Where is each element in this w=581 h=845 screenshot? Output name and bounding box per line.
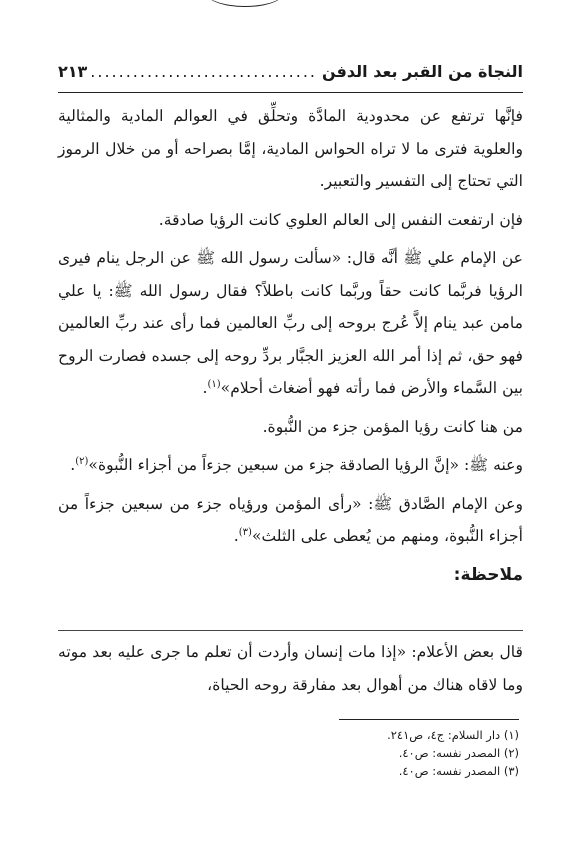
paragraph-3-text: عن الإمام علي ﷺ أنَّه قال: «سألت رسول الله ﷺ عن الرجل ينام فيرى الرؤيا فربَّما كانت حقاً وربَّما كانت باطلاً؟ فقال رسول الله ﷺ: يا علي مامن عبد ينام إلاَّ عُرج بروحه إلى ربِّ العالمين فما رأى عند ربِّ العالمين فهو حق، ثم إذا أمر الله العزيز الجبَّار بردِّ روحه إلى جسده فصارت الروح بين السَّماء والأرض فما رأته فهو أضغاث أحلام» xyxy=(58,249,523,397)
paragraph-2: فإن ارتفعت النفس إلى العالم العلوي كانت الرؤيا صادقة. xyxy=(158,210,523,229)
footnote-ref-3: (٣) xyxy=(238,526,252,538)
running-header-title: النجاة من القبر بعد الدفن xyxy=(322,62,523,81)
closing-text xyxy=(58,636,523,701)
footnote-1: (١) دار السلام: ج٤، ص٢٤١. xyxy=(387,728,519,742)
paragraph-5-text: وعنه ﷺ: «إنَّ الرؤيا الصادقة جزء من سبعين جزءاً من أجزاء النُّبوة» xyxy=(88,456,523,474)
paragraph-6-text: وعن الإمام الصَّادق ﷺ: «رأى المؤمن ورؤياه جزء من سبعين جزءاً من أجزاء النُّبوة، ومنهم من يُعطى على الثلث» xyxy=(58,494,523,545)
footnote-2: (٢) المصدر نفسه: ص٤٠. xyxy=(398,746,519,760)
main-text xyxy=(58,100,523,591)
running-header xyxy=(58,62,523,84)
footnote-ref-2: (٢) xyxy=(75,455,89,467)
footnotes xyxy=(58,726,519,780)
footnote-rule xyxy=(339,719,519,720)
header-rule xyxy=(58,92,523,93)
paragraph-6: وعن الإمام الصَّادق ﷺ: «رأى المؤمن ورؤياه جزء من سبعين جزءاً من أجزاء النُّبوة، ومنهم من يُعطى على الثلث»$^{(٣)}$. xyxy=(58,494,523,545)
paragraph-5: وعنه ﷺ: «إنَّ الرؤيا الصادقة جزء من سبعين جزءاً من أجزاء النُّبوة»$^{(٢)}$. xyxy=(70,455,523,474)
footnote-ref-1: (١) xyxy=(207,378,221,390)
paragraph-1: فإنَّها ترتفع عن محدودية المادَّة وتحلِّق في العوالم المادية والمثالية والعلوية فترى ما لا تراه الحواس المادية، إمَّا بصراحه أو من خلال الرموز التي تحتاج إلى التفسير والتعبير. xyxy=(58,107,523,190)
footnote-3: (٣) المصدر نفسه: ص٤٠. xyxy=(398,764,519,778)
dot-leader xyxy=(92,62,317,81)
paragraph-3: عن الإمام علي ﷺ أنَّه قال: «سألت رسول الله ﷺ عن الرجل ينام فيرى الرؤيا فربَّما كانت حقاً وربَّما كانت باطلاً؟ فقال رسول الله ﷺ: يا علي مامن عبد ينام إلاَّ عُرج بروحه إلى ربِّ العالمين فما رأى عند ربِّ العالمين فهو حق، ثم إذا أمر الله العزيز الجبَّار بردِّ روحه إلى جسده فصارت الروح بين السَّماء والأرض فما رأته فهو أضغاث أحلام»$^{(١)}$. xyxy=(58,249,523,397)
section-rule xyxy=(58,630,523,631)
note-heading: ملاحظة: xyxy=(453,564,523,585)
page-number: ٢١٣ xyxy=(58,62,88,81)
paragraph-4: من هنا كانت رؤيا المؤمن جزء من النُّبوة. xyxy=(262,417,523,436)
top-decorative-arc xyxy=(205,0,285,7)
closing-paragraph: قال بعض الأعلام: «إذا مات إنسان وأردت أن تعلم ما جرى عليه بعد موته وما لاقاه هناك من أهوال بعد مفارقة روحه الحياة، xyxy=(58,643,523,694)
